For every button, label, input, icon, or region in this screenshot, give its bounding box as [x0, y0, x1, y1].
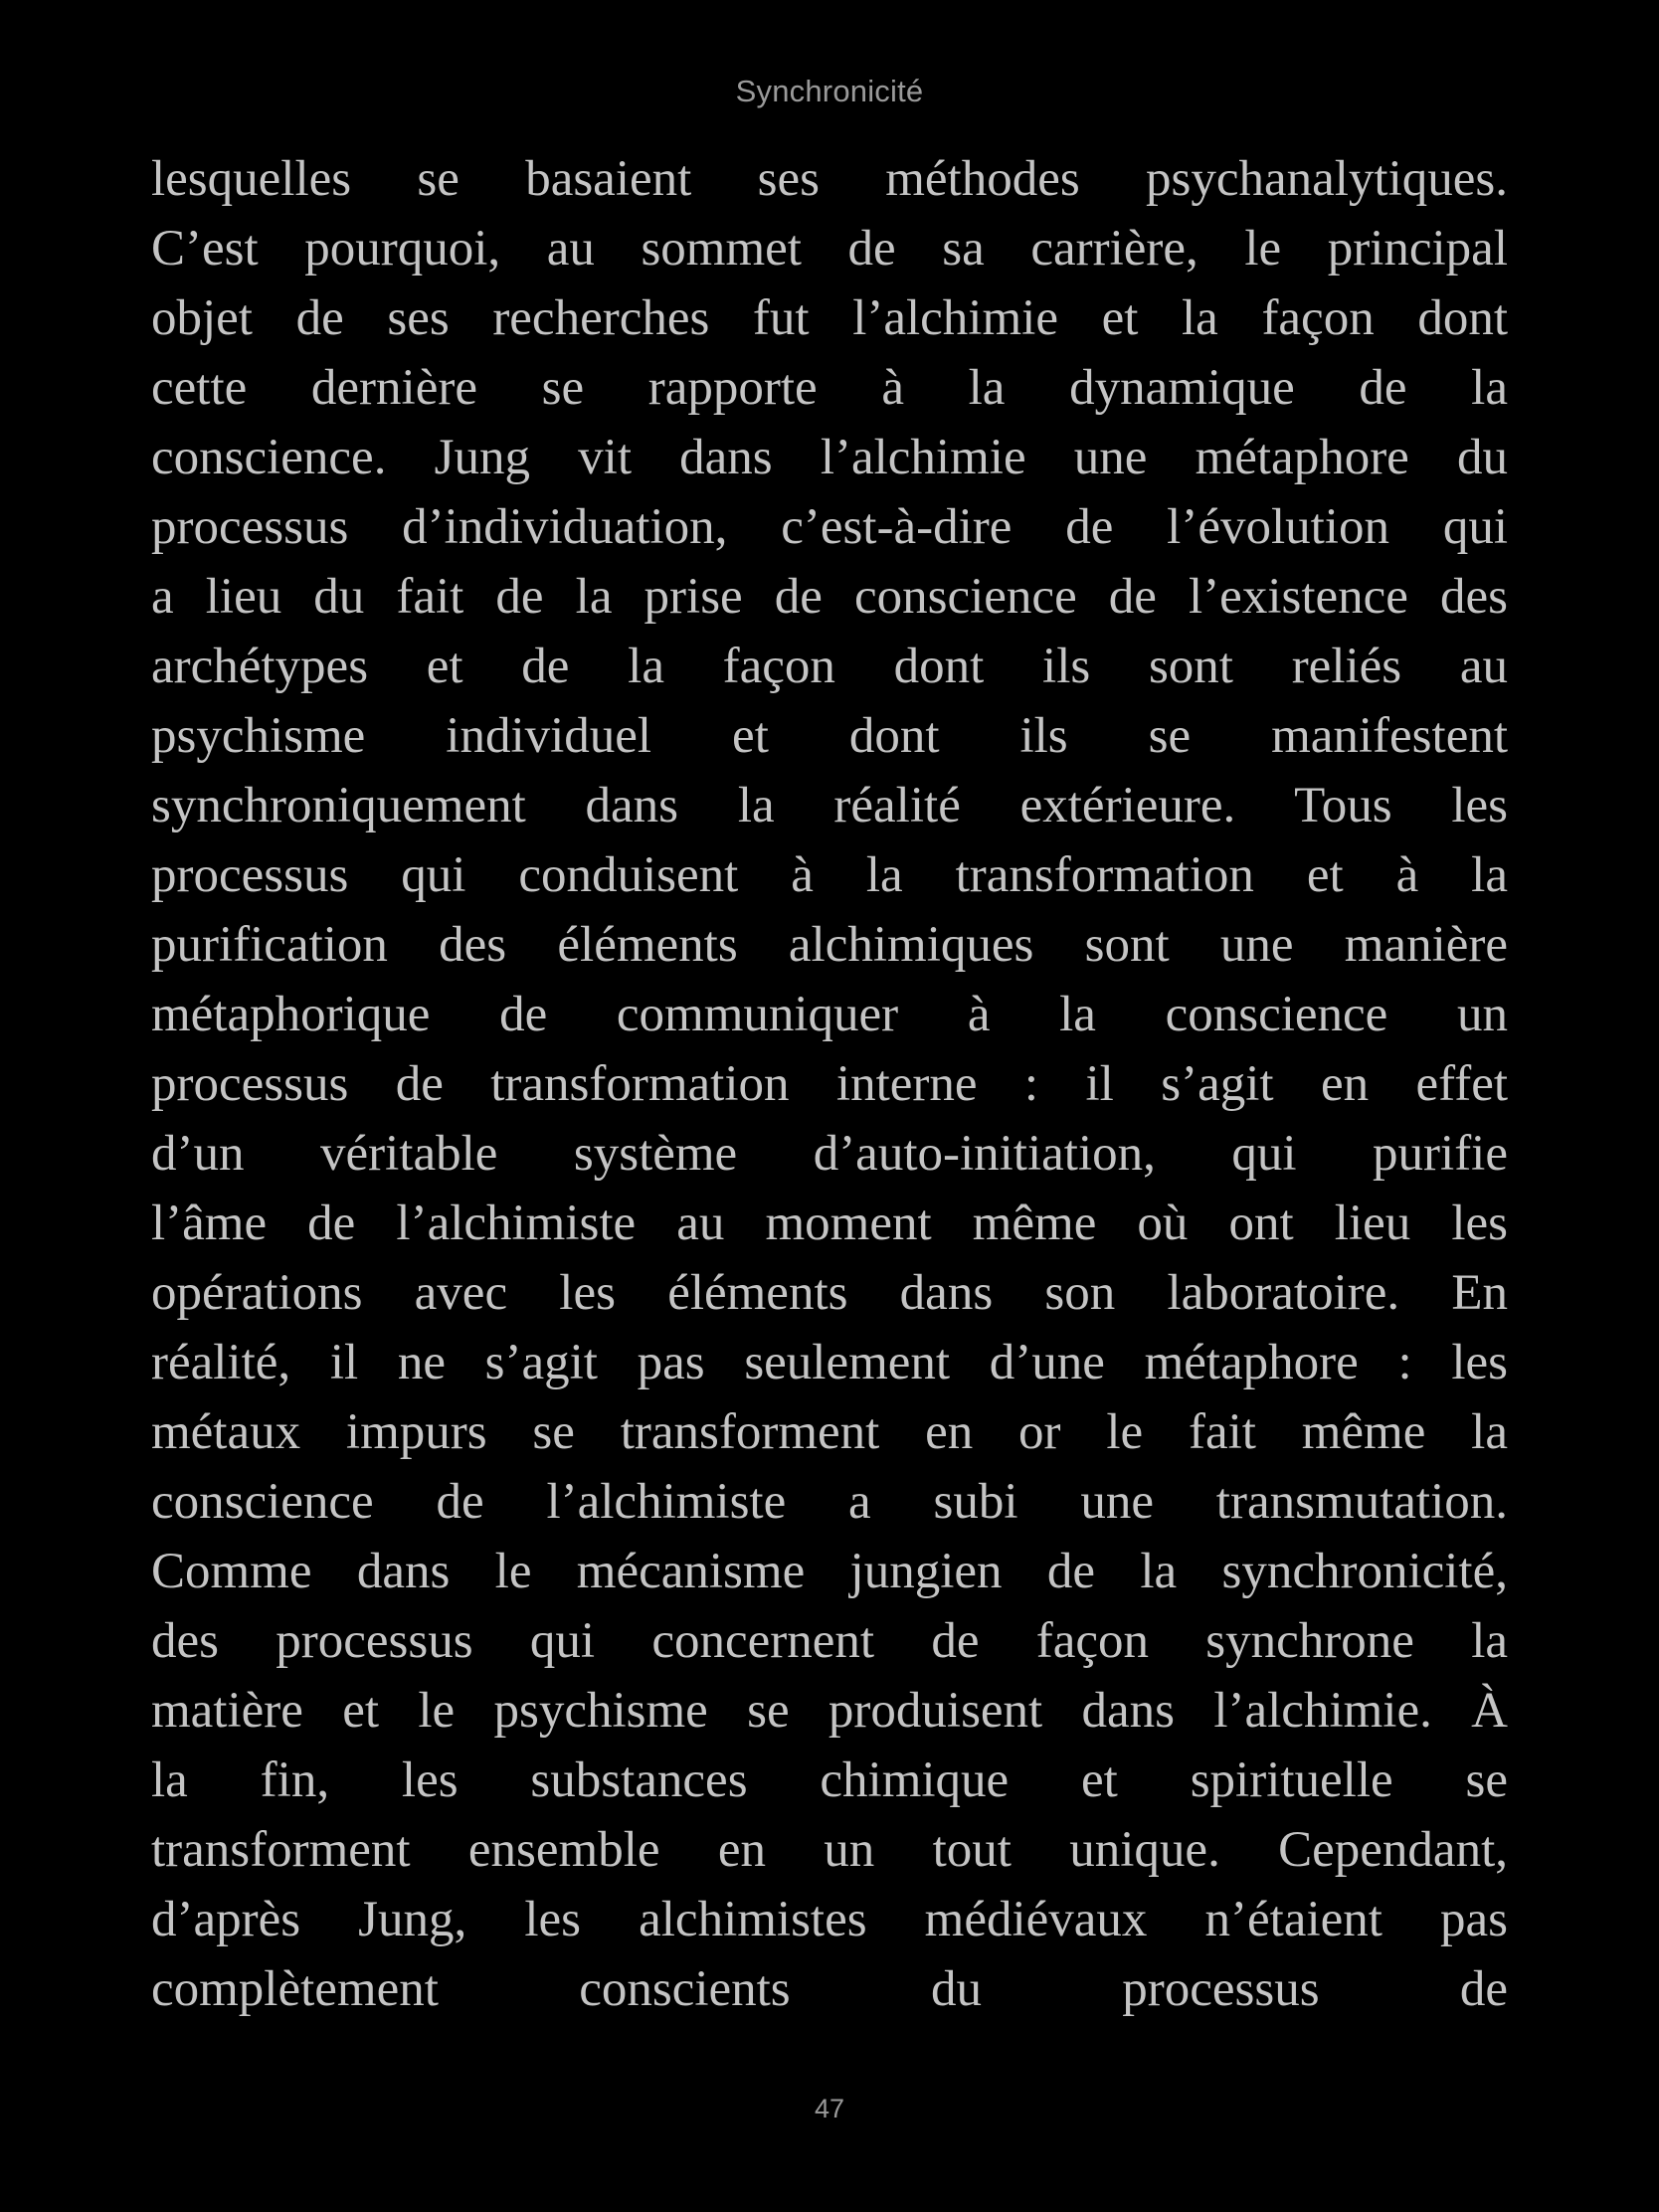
text-line: processus d’individuation, c’est-à-dire de l’évolution qui	[151, 499, 1508, 555]
text-line: purification des éléments alchimiques sont une manière	[151, 917, 1508, 973]
text-line: réalité, il ne s’agit pas seulement d’une métaphore : les	[151, 1335, 1508, 1390]
page-number: 47	[814, 2094, 845, 2123]
text-line: l’âme de l’alchimiste au moment même où ont lieu les	[151, 1196, 1508, 1251]
text-line: processus de transformation interne : il s’agit en effet	[151, 1056, 1508, 1112]
text-line: d’un véritable système d’auto-initiation, qui purifie	[151, 1126, 1508, 1182]
text-line: Comme dans le mécanisme jungien de la synchronicité,	[151, 1544, 1508, 1599]
text-line: processus qui conduisent à la transformation et à la	[151, 847, 1508, 903]
text-line: psychisme individuel et dont ils se manifestent	[151, 708, 1508, 764]
text-line: matière et le psychisme se produisent dans l’alchimie. À	[151, 1683, 1508, 1739]
page-body-text	[151, 144, 1508, 2024]
text-line: la fin, les substances chimique et spirituelle se	[151, 1752, 1508, 1808]
text-line: archétypes et de la façon dont ils sont reliés au	[151, 639, 1508, 694]
text-line: cette dernière se rapporte à la dynamique de la	[151, 360, 1508, 416]
text-line: lesquelles se basaient ses méthodes psychanalytiques.	[151, 151, 1508, 207]
text-line: C’est pourquoi, au sommet de sa carrière, le principal	[151, 221, 1508, 276]
text-line: métaphorique de communiquer à la conscience un	[151, 987, 1508, 1042]
text-line: synchroniquement dans la réalité extérieure. Tous les	[151, 778, 1508, 833]
text-line: a lieu du fait de la prise de conscience de l’existence des	[151, 569, 1508, 625]
text-line: des processus qui concernent de façon synchrone la	[151, 1613, 1508, 1669]
text-line: complètement conscients du processus de	[151, 1961, 1508, 2017]
text-line: conscience. Jung vit dans l’alchimie une métaphore du	[151, 430, 1508, 485]
text-line: opérations avec les éléments dans son laboratoire. En	[151, 1265, 1508, 1321]
text-line: métaux impurs se transforment en or le fait même la	[151, 1404, 1508, 1460]
text-line: objet de ses recherches fut l’alchimie et la façon dont	[151, 290, 1508, 346]
text-line: transforment ensemble en un tout unique. Cependant,	[151, 1822, 1508, 1878]
running-header-title: Synchronicité	[735, 74, 924, 108]
text-line: d’après Jung, les alchimistes médiévaux n’étaient pas	[151, 1892, 1508, 1947]
text-line: conscience de l’alchimiste a subi une transmutation.	[151, 1474, 1508, 1530]
